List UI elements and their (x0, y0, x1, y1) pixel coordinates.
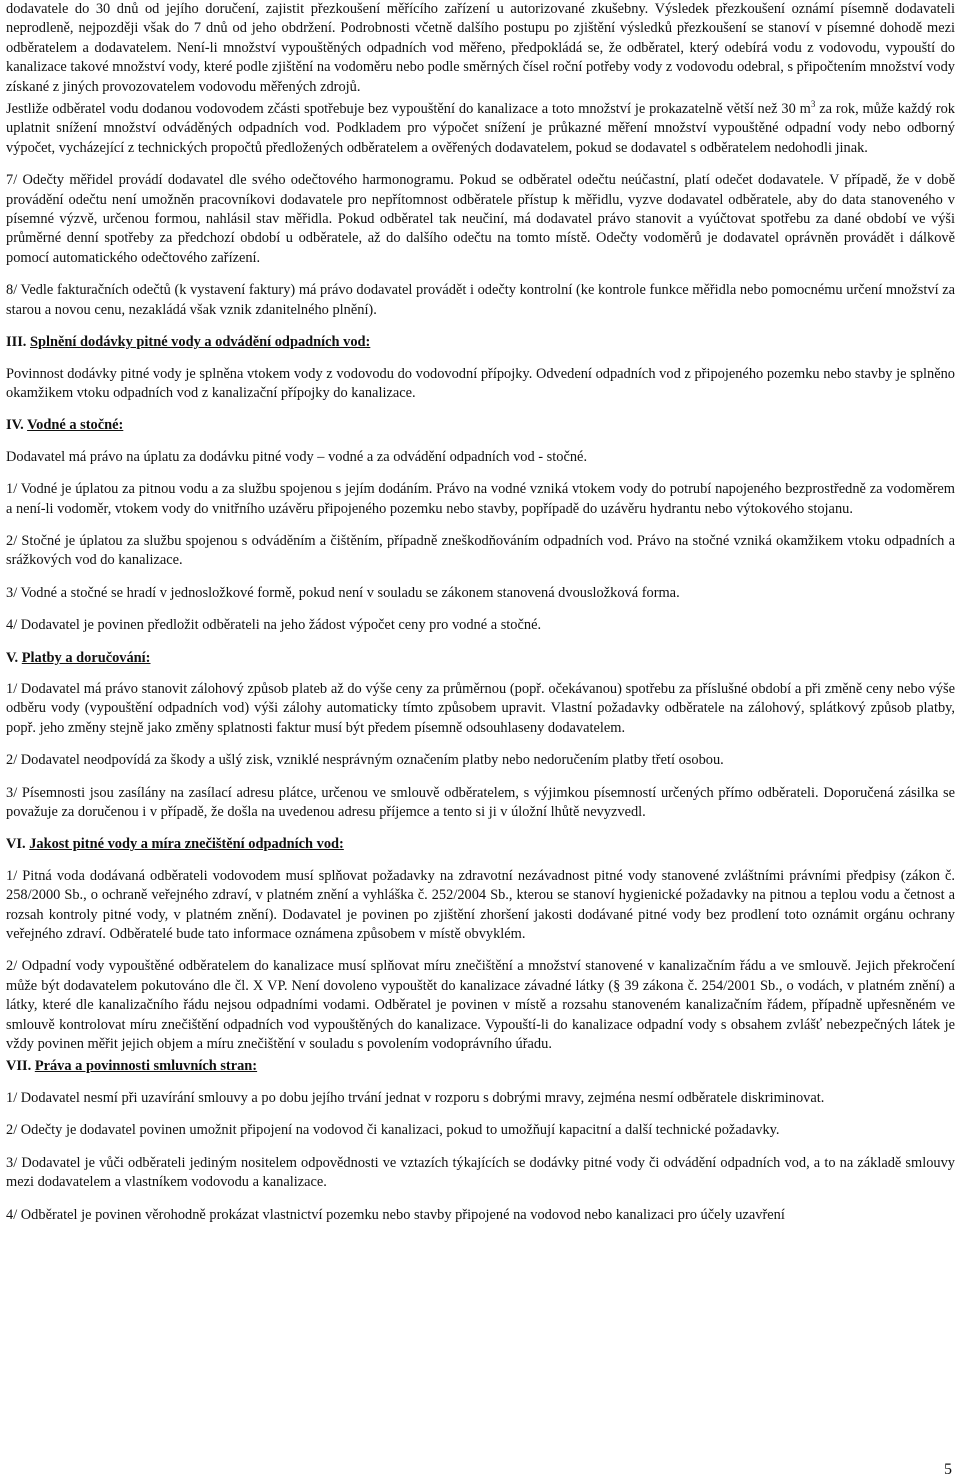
page-number: 5 (944, 1460, 952, 1478)
paragraph: 1/ Vodné je úplatou za pitnou vodu a za službu spojenou s jejím dodáním. Právo na vodné vzniká vtokem vody do potrubí napojeného bezprostředně za vodoměrem a není-li vodoměr, vtokem vody do vnitřního uzávěru připojeného pozemku nebo stavby, popřípadě do uzávěru hydrantu nebo výtokového stojanu. (6, 481, 955, 517)
paragraph: 1/ Dodavatel nesmí při uzavírání smlouvy a po dobu jejího trvání jednat v rozporu s dobrými mravy, zejména nesmí odběratele diskriminovat. (6, 1089, 825, 1106)
section-heading (6, 835, 955, 854)
paragraph (6, 100, 955, 158)
section-title: Jakost pitné vody a míra znečištění odpadních vod: (29, 836, 344, 853)
section-heading (6, 416, 955, 435)
section-number: III. (6, 334, 27, 351)
section-heading (6, 333, 955, 352)
paragraph: 7/ Odečty měřidel provádí dodavatel dle svého odečtového harmonogramu. Pokud se odběratel odečtu neúčastní, platí odečet dodavatele. V případě, že v době provádění odečtu není umožněn pracovníkovi dodavatele pro nepřítomnost odběratele přístup k měřidlu, vyzve dodavatel odběratele, aby do data stanoveného v písemné výzvě, určenou formou, nahlásil stav měřidla. Pokud odběratel tak neučiní, má dodavatel právo stanovit a vyúčtovat spotřebu za dané období ve výši průměrné denní spotřeby za předchozí období u odběratele, až do dalšího odečtu na tomto místě. Odečty vodoměrů je dodavatel oprávněn provádět i dálkově pomocí automatického odečtového zařízení. (6, 172, 955, 266)
paragraph: 1/ Dodavatel má právo stanovit zálohový způsob plateb až do výše ceny za průměrnou (popř. očekávanou) spotřebu za příslušné období a při změně ceny nebo výše odběru vody (vypouštění odpadních vod) výši zálohy automaticky tímto způsobem upravit. Vlastní požadavky odběratele na zálohový, splátkový způsob platby, popř. jeho změny stejně jako změny splatnosti faktur musí být předem písemně odsouhlaseny dodavatelem. (6, 680, 955, 736)
paragraph: Povinnost dodávky pitné vody je splněna vtokem vody z vodovodu do vodovodní přípojky. Odvedení odpadních vod z připojeného pozemku nebo stavby je splněno okamžikem vtoku odpadních vod z kanalizační přípojky do kanalizace. (6, 365, 955, 401)
paragraph: 2/ Odečty je dodavatel povinen umožnit připojení na vodovod či kanalizaci, pokud to umožňují kapacitní a další technické požadavky. (6, 1122, 780, 1139)
section-title: Práva a povinnosti smluvních stran: (34, 1058, 258, 1075)
section-number: VII. (6, 1058, 32, 1075)
section-number: V. (6, 649, 19, 666)
section-title: Platby a doručování: (21, 649, 151, 666)
section-title: Splnění dodávky pitné vody a odvádění odpadních vod: (30, 334, 371, 351)
paragraph: 3/ Písemnosti jsou zasílány na zasílací adresu plátce, určenou ve smlouvě odběratelem, s výjimkou písemností určených přímo odběrateli. Doporučená zásilka se považuje za doručenou i v případě, že došla na uvedenou adresu příjemce a tento si ji v úložní lhůtě nevyzvedl. (6, 784, 955, 820)
paragraph: 2/ Stočné je úplatou za službu spojenou s odváděním a čištěním, případně zneškodňováním odpadních vod. Právo na stočné vzniká okamžikem vtoku odpadních a srážkových vod do kanalizace. (6, 532, 955, 569)
paragraph-text: Jestliže odběratel vodu dodanou vodovodem zčásti spotřebuje bez vypouštění do kanalizace a toto množství je prokazatelně větší než 30 m (6, 101, 811, 118)
paragraph: 4/ Dodavatel je povinen předložit odběrateli na jeho žádost výpočet ceny pro vodné a stočné. (6, 617, 542, 634)
section-number: VI. (6, 836, 26, 853)
paragraph-text: za rok, může každý rok uplatnit snížení množství odváděných odpadních vod. Podkladem pro výpočet snížení je průkazné měření množství vypouštěné odpadní vody nebo odborný výpočet, vycházející z technických propočtů předložených odběratelem a ověřených dodavatelem, pokud se dodavatel s odběratelem nedohodli jinak. (6, 101, 956, 156)
section-title: Vodné a stočné: (27, 417, 124, 434)
paragraph: dodavatele do 30 dnů od jejího doručení, zajistit přezkoušení měřícího zařízení u autorizované zkušebny. Výsledek přezkoušení oznámí písemně dodavateli neprodleně, nejpozději však do 7 dnů od jeho obdržení. Podrobnosti včetně dalšího postupu po zjištění výsledků přezkoušení se stanoví v písemné dohodě mezi odběratelem a dodavatelem. Není-li množství vypouštěných odpadních vod měřeno, předpokládá se, že odběratel, který odebírá vodu z vodovodu, vypouští do kanalizace takové množství vody, které podle zjištění na vodoměru nebo podle směrných čísel roční potřeby vody z vodovodu odebral, s připočtením množství vody získané z jiných provozovatelem vodovodu měřených zdrojů. (6, 1, 955, 95)
paragraph: 2/ Odpadní vody vypouštěné odběratelem do kanalizace musí splňovat míru znečištění a množství stanovené v kanalizačním řádu a ve smlouvě. Jejich překročení může být dodavatelem pokutováno dle čl. X VP. Není dovoleno vypouštět do kanalizace závadné látky (§ 39 zákona č. 254/2001 Sb., o vodách, v platném znění) a látky, které dle kanalizačního řádu nejsou odpadními vodami. Odběratel je povinen v místě a rozsahu stanoveném kanalizačním řádem, případně upřesněném ve smlouvě kontrolovat míru znečištění odpadních vod vypouštěných do kanalizace. Vypouští-li do kanalizace odpadní vody s obsahem zvlášť nebezpečných látek je vždy povinen měřit jejich objem a míru znečištění v souladu s povolením vodoprávního úřadu. (6, 958, 955, 1053)
section-heading (6, 649, 955, 668)
superscript: 3 (810, 99, 816, 110)
paragraph: 1/ Pitná voda dodávaná odběrateli vodovodem musí splňovat požadavky na zdravotní nezávadnost pitné vody stanovené zvláštními právními předpisy (zákon č. 258/2000 Sb., o ochraně veřejného zdraví, v platném znění a vyhláška č. 252/2004 Sb., kterou se stanoví hygienické požadavky na pitnou a teplou vodu a četnost a rozsah kontroly pitné vody, v platném znění). Dodavatel je povinen po zjištění zhoršení jakosti dodávané pitné vody bez prodlení toto oznámit orgánu ochrany veřejného zdraví. Odběratelé bude tato informace oznámena způsobem v místě obvyklém. (6, 867, 955, 943)
paragraph: 2/ Dodavatel neodpovídá za škody a ušlý zisk, vzniklé nesprávným označením platby nebo nedoručením platby třetí osobou. (6, 752, 724, 769)
paragraph: 4/ Odběratel je povinen věrohodně prokázat vlastnictví pozemku nebo stavby připojené na vodovod nebo kanalizaci pro účely uzavření (6, 1206, 785, 1223)
section-number: IV. (6, 417, 24, 434)
paragraph: 3/ Dodavatel je vůči odběrateli jediným nositelem odpovědnosti ve vztazích týkajících se dodávky pitné vody či odvádění odpadních vod, a to na základě smlouvy mezi dodavatelem a vlastníkem vodovodu a kanalizace. (6, 1154, 955, 1191)
paragraph: 8/ Vedle fakturačních odečtů (k vystavení faktury) má právo dodavatel provádět i odečty kontrolní (ke kontrole funkce měřidla nebo pomocnému určení množství za starou a novou cenu, nezakládá však vznik zdanitelného plnění). (6, 282, 955, 318)
section-heading (6, 1057, 955, 1076)
paragraph: 3/ Vodné a stočné se hradí v jednosložkové formě, pokud není v souladu se zákonem stanovená dvousložková forma. (6, 584, 680, 601)
paragraph: Dodavatel má právo na úplatu za dodávku pitné vody – vodné a za odvádění odpadních vod - stočné. (6, 448, 588, 465)
